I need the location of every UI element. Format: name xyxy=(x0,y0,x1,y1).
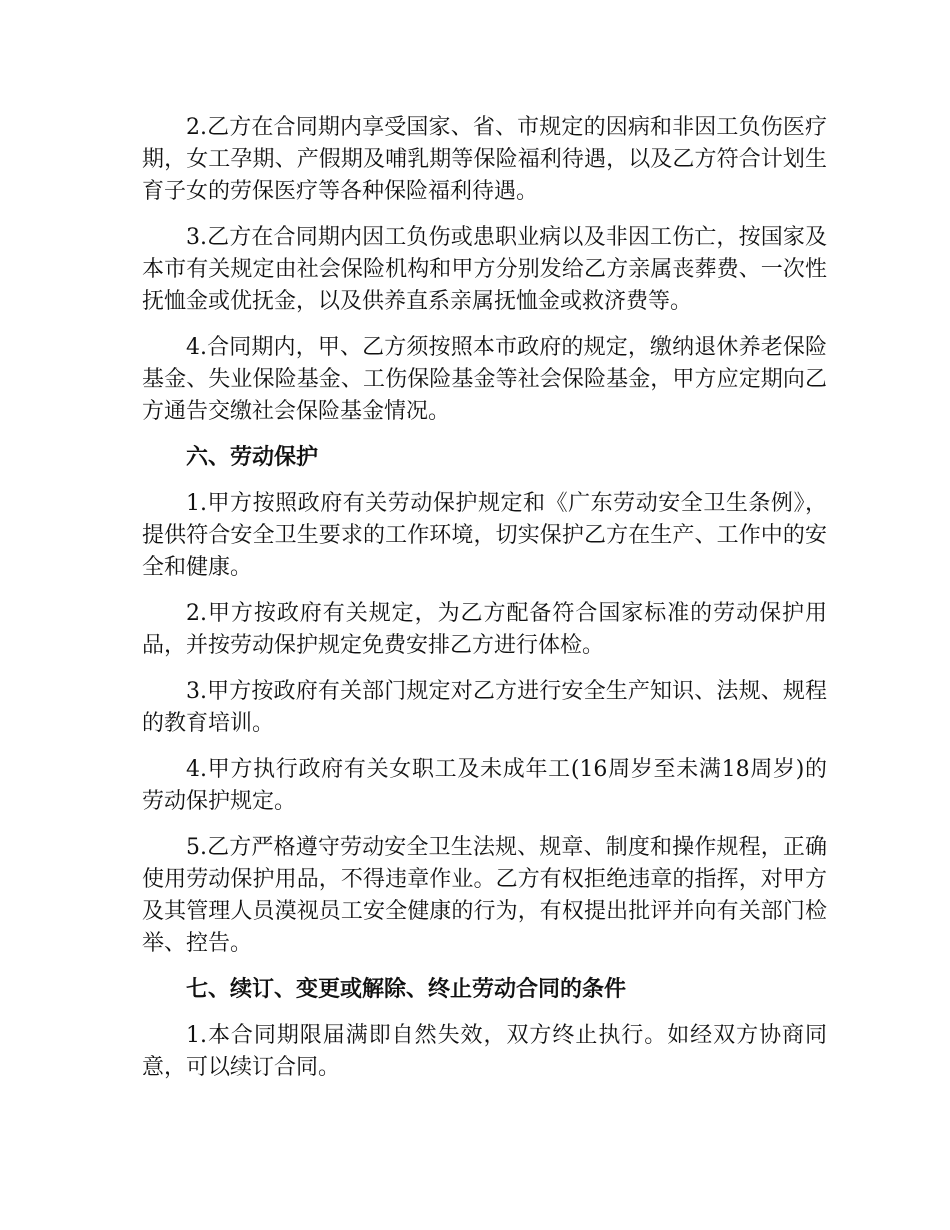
paragraph-5-4: 4.合同期内，甲、乙方须按照本市政府的规定，缴纳退休养老保险基金、失业保险基金、工伤保险基金等社会保险基金，甲方应定期向乙方通告交缴社会保险基金情况。 xyxy=(142,335,827,424)
paragraph-6-2: 2.甲方按政府有关规定，为乙方配备符合国家标准的劳动保护用品，并按劳动保护规定免费安排乙方进行体检。 xyxy=(142,601,827,658)
section-heading-contract-terms: 七、续订、变更或解除、终止劳动合同的条件 xyxy=(186,977,627,1002)
paragraph-5-3: 3.乙方在合同期内因工负伤或患职业病以及非因工伤亡，按国家及本市有关规定由社会保险机构和甲方分别发给乙方亲属丧葬费、一次性抚恤金或优抚金，以及供养直系亲属抚恤金或救济费等。 xyxy=(142,225,827,314)
paragraph-5-2: 2.乙方在合同期内享受国家、省、市规定的因病和非因工负伤医疗期，女工孕期、产假期及哺乳期等保险福利待遇，以及乙方符合计划生育子女的劳保医疗等各种保险福利待遇。 xyxy=(142,115,827,204)
paragraph-6-3: 3.甲方按政府有关部门规定对乙方进行安全生产知识、法规、规程的教育培训。 xyxy=(142,679,827,736)
paragraph-6-1: 1.甲方按照政府有关劳动保护规定和《广东劳动安全卫生条例》，提供符合安全卫生要求的工作环境，切实保护乙方在生产、工作中的安全和健康。 xyxy=(142,491,827,580)
paragraph-7-1: 1.本合同期限届满即自然失效，双方终止执行。如经双方协商同意，可以续订合同。 xyxy=(142,1023,827,1080)
section-heading-labor-protection: 六、劳动保护 xyxy=(186,445,319,470)
document-page xyxy=(142,112,827,1098)
paragraph-6-5: 5.乙方严格遵守劳动安全卫生法规、规章、制度和操作规程，正确使用劳动保护用品，不得违章作业。乙方有权拒绝违章的指挥，对甲方及其管理人员漠视员工安全健康的行为，有权提出批评并向有关部门检举、控告。 xyxy=(142,835,827,956)
paragraph-6-4: 4.甲方执行政府有关女职工及未成年工(16周岁至未满18周岁)的劳动保护规定。 xyxy=(142,757,827,814)
